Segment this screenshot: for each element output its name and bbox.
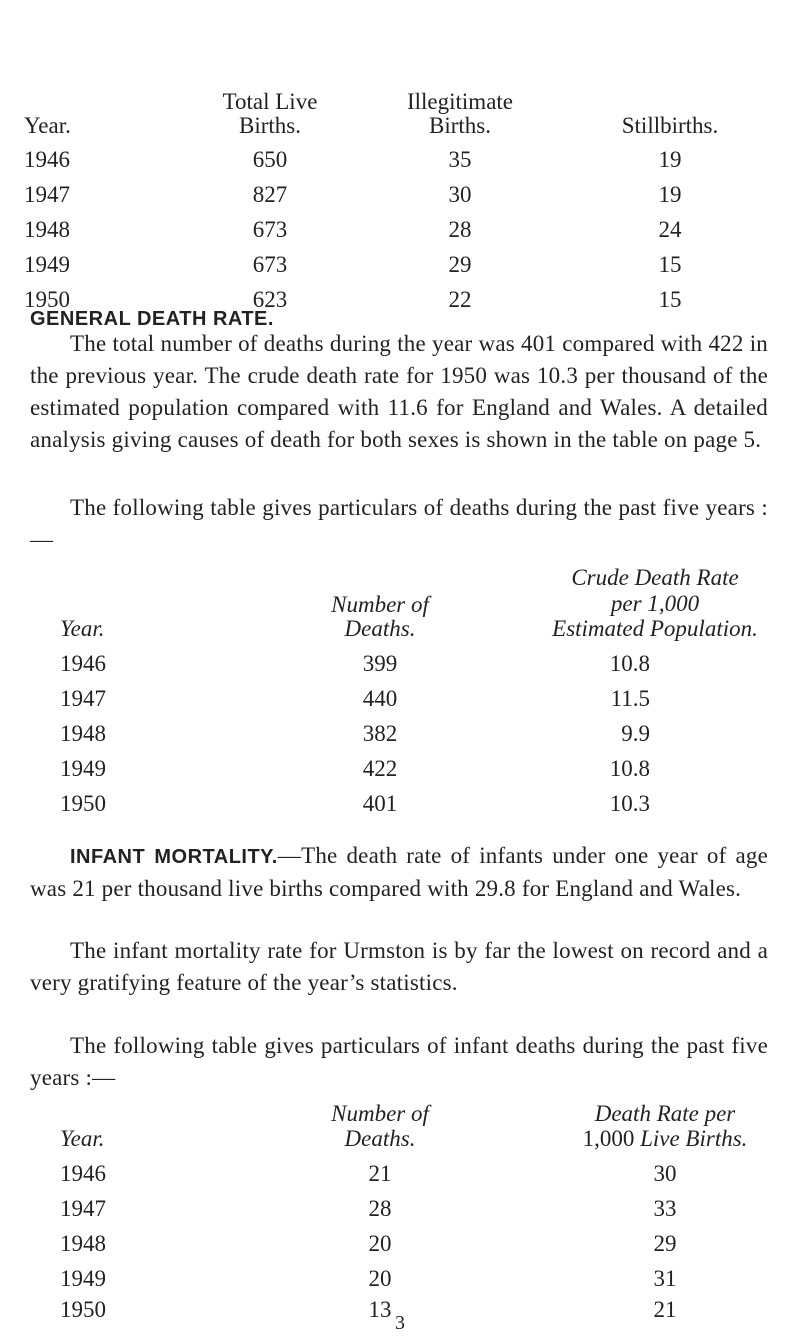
deaths-header-year: Year.	[60, 616, 105, 641]
deaths-intro-text: The following table gives particulars of deaths during the past five years :—	[30, 495, 768, 552]
infant-year: 1948	[60, 1231, 106, 1256]
deaths-rate: 10.8	[609, 756, 650, 781]
deaths-year: 1946	[60, 651, 106, 676]
births-year: 1949	[24, 252, 70, 277]
deaths-intro-paragraph	[30, 492, 768, 556]
infant-deaths: 20	[368, 1266, 392, 1291]
births-still: 19	[658, 182, 682, 207]
births-illeg: 29	[448, 252, 472, 277]
infant-year: 1947	[60, 1196, 106, 1221]
general-death-rate-text: The total number of deaths during the year was 401 compared with 422 in the previous year. The crude death rate for 1950 was 10.3 per thousand of the estimated population compared with 11.6 for England and Wales. A detailed analysis giving causes of death for both sexes is shown in the table on page 5.	[30, 331, 768, 452]
deaths-year: 1948	[60, 721, 106, 746]
deaths-rate: 10.3	[609, 791, 650, 816]
births-year: 1946	[24, 147, 70, 172]
births-illeg: 35	[448, 147, 472, 172]
infant-rate: 31	[653, 1266, 677, 1291]
deaths-count: 382	[362, 721, 398, 746]
infant-rate: 33	[653, 1196, 677, 1221]
births-header-total-line2: Births.	[239, 113, 301, 138]
infant-year: 1946	[60, 1161, 106, 1186]
births-header-year: Year.	[24, 113, 71, 138]
infant-record-text: The infant mortality rate for Urmston is by far the lowest on record and a very gratifying feature of the year’s statistics.	[30, 938, 768, 995]
infant-mortality-heading: INFANT MORTALITY.	[70, 846, 278, 868]
infant-rate: 30	[653, 1161, 677, 1186]
infant-header-year: Year.	[60, 1126, 105, 1151]
births-year: 1947	[24, 182, 70, 207]
births-header-illeg-line2: Births.	[429, 113, 491, 138]
infant-header-num-line1: Number of	[331, 1101, 429, 1126]
births-still: 15	[658, 287, 682, 312]
deaths-count: 422	[362, 756, 398, 781]
infant-mortality-paragraph	[30, 840, 768, 905]
deaths-rate: 10.8	[609, 651, 650, 676]
infant-header-rate-line1: Death Rate per	[594, 1101, 736, 1126]
infant-intro-text: The following table gives particulars of infant deaths during the past five years :—	[30, 1033, 768, 1090]
infant-header-rate-line2	[540, 1125, 790, 1153]
births-illeg: 22	[448, 287, 472, 312]
births-header-total-line1: Total Live	[222, 89, 318, 114]
infant-mortality-text: —The death rate of infants under one year of age was 21 per thousand live births compared with 29.8 for England and Wales.	[30, 843, 769, 901]
deaths-count: 399	[362, 651, 398, 676]
deaths-header-rate-line2: per 1,000	[610, 591, 700, 616]
births-total: 650	[252, 147, 288, 172]
births-total: 673	[252, 252, 288, 277]
deaths-year: 1947	[60, 686, 106, 711]
infant-deaths: 20	[368, 1231, 392, 1256]
deaths-header-rate-line3: Estimated Population.	[552, 616, 758, 641]
births-year: 1950	[24, 287, 70, 312]
deaths-header-rate-line1: Crude Death Rate	[571, 565, 739, 590]
infant-deaths: 21	[368, 1161, 392, 1186]
deaths-count: 401	[362, 791, 398, 816]
infant-record-paragraph	[30, 935, 768, 999]
infant-deaths: 28	[368, 1196, 392, 1221]
infant-rate: 21	[653, 1297, 677, 1322]
deaths-header-num-line1: Number of	[331, 592, 429, 617]
infant-year: 1950	[60, 1297, 106, 1322]
births-still: 15	[658, 252, 682, 277]
births-illeg: 28	[448, 217, 472, 242]
births-total: 673	[252, 217, 288, 242]
births-still: 19	[658, 147, 682, 172]
general-death-rate-paragraph	[30, 328, 768, 456]
births-header-illeg-line1: Illegitimate	[406, 89, 513, 114]
infant-intro-paragraph	[30, 1030, 768, 1094]
deaths-year: 1950	[60, 791, 106, 816]
births-still: 24	[658, 217, 682, 242]
infant-header-num-line2: Deaths.	[344, 1126, 416, 1151]
page-number: 3	[395, 1312, 405, 1334]
deaths-header-num-line2: Deaths.	[344, 616, 416, 641]
deaths-year: 1949	[60, 756, 106, 781]
deaths-rate: 9.9	[621, 721, 650, 746]
general-death-rate-heading: GENERAL DEATH RATE.	[30, 308, 274, 330]
deaths-rate: 11.5	[610, 686, 650, 711]
infant-year: 1949	[60, 1266, 106, 1291]
infant-deaths: 13	[368, 1297, 392, 1322]
deaths-count: 440	[362, 686, 398, 711]
births-illeg: 30	[448, 182, 472, 207]
infant-header-rate-line2b: Live Births.	[640, 1126, 748, 1151]
births-year: 1948	[24, 217, 70, 242]
infant-header-rate-line2a: 1,000	[582, 1126, 641, 1151]
births-header-still: Stillbirths.	[621, 113, 719, 138]
births-total: 827	[252, 182, 288, 207]
births-total: 623	[252, 287, 288, 312]
infant-rate: 29	[653, 1231, 677, 1256]
